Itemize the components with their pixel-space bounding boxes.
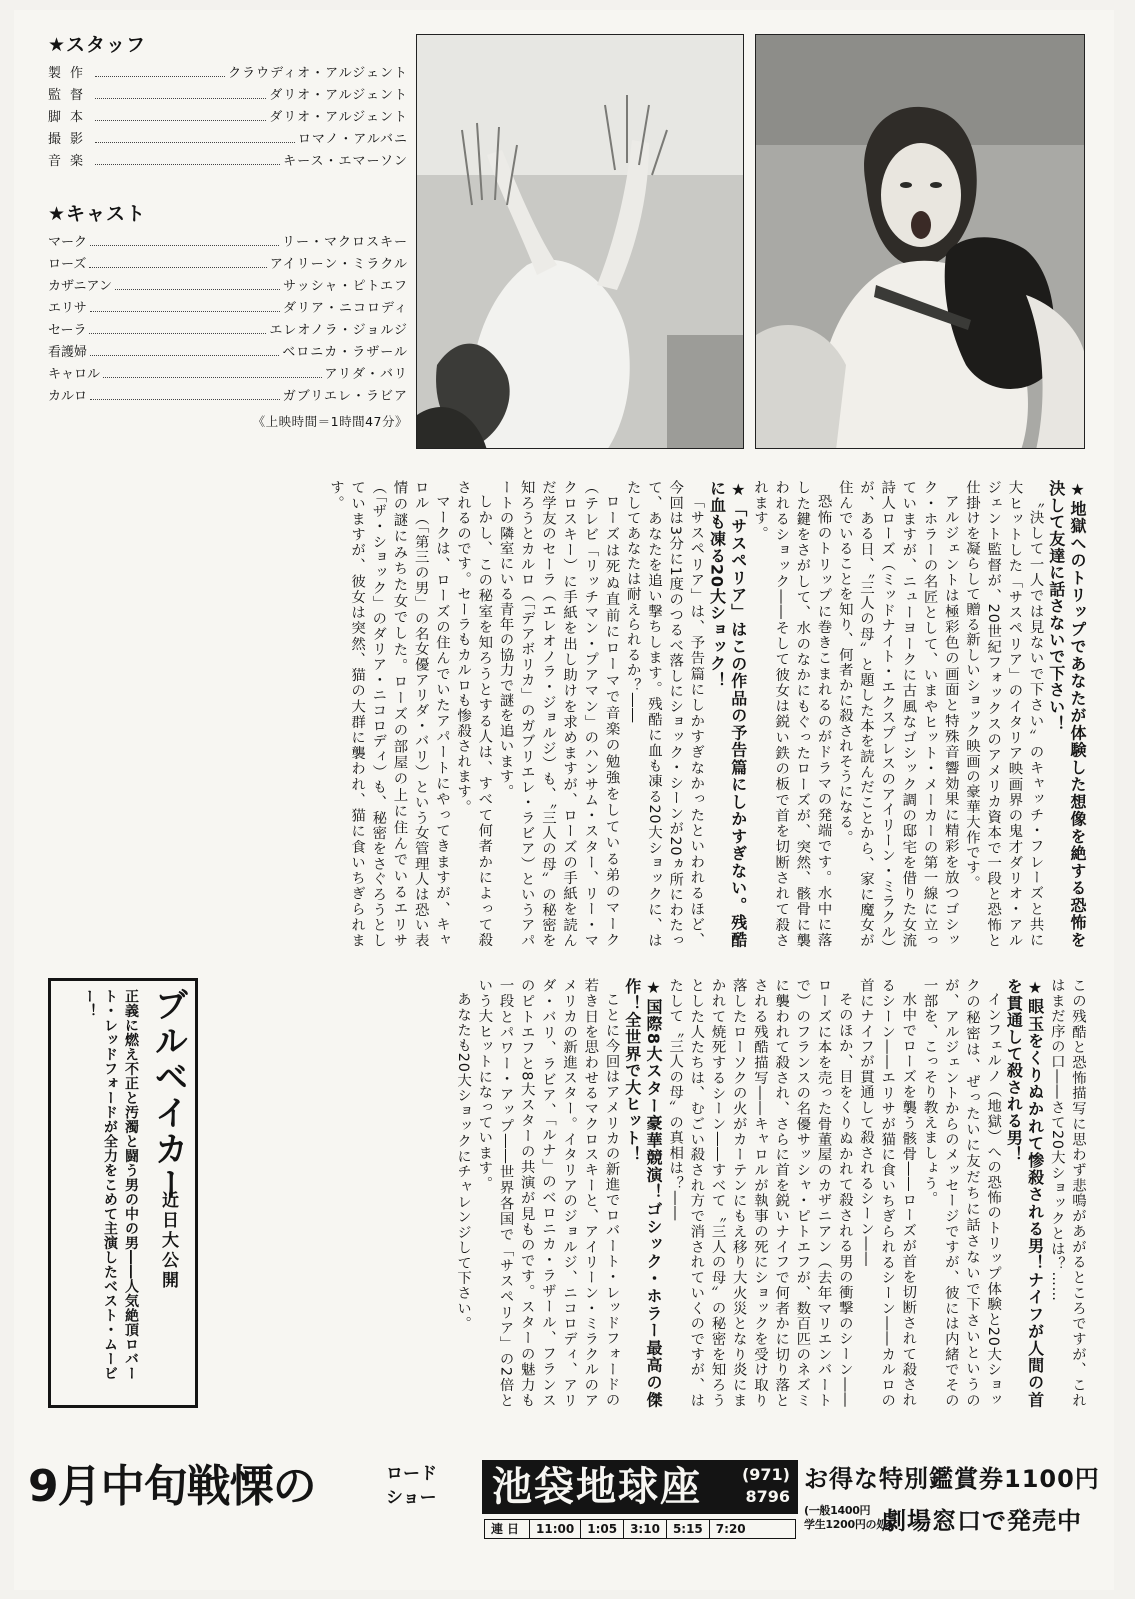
film-still-right xyxy=(755,34,1085,449)
leader-dots xyxy=(95,120,266,121)
credit-row xyxy=(48,129,408,151)
leader-dots xyxy=(89,267,266,268)
theater-phone xyxy=(742,1464,790,1508)
leader-dots xyxy=(90,311,280,312)
credit-name: サッシャ・ピトエフ xyxy=(283,279,408,294)
phone-area-code: (971) xyxy=(741,1465,790,1484)
leader-dots xyxy=(95,76,225,77)
credit-name: アリダ・バリ xyxy=(324,367,408,382)
cast-heading: ★キャスト xyxy=(48,203,147,225)
price-note-line: 学生1200円の処) xyxy=(804,1518,892,1531)
credit-row xyxy=(48,107,408,129)
price-note-line: (一般1400円 xyxy=(804,1504,871,1517)
leader-dots xyxy=(90,245,279,246)
showtime: 1:05 xyxy=(581,1520,624,1538)
ticket-offer: お得な特別鑑賞券1100円 xyxy=(804,1465,1100,1493)
article-heading: ★地獄へのトリップであなたが体験した想像を絶する恐怖を決して友達に話さないで下さい！ xyxy=(1046,480,1087,948)
credit-name: リー・マクロスキー xyxy=(281,235,408,250)
staff-heading: ★スタッフ xyxy=(48,34,147,56)
credit-row xyxy=(48,364,408,386)
article-paragraph: 水中でローズを襲う骸骨――ローズが首を切断されて殺されるシーン――エリサが猫に食いちぎられるシーン――カルロの首にナイフが貫通して殺されるシーン―― xyxy=(857,978,917,1408)
credit-name: ベロニカ・ラザール xyxy=(282,345,408,360)
credit-name: アイリーン・ミラクル xyxy=(269,257,408,272)
credit-role: カザニアン xyxy=(48,279,112,294)
credit-role: 音楽 xyxy=(48,154,93,169)
leader-dots xyxy=(90,355,279,356)
credit-name: ガブリエレ・ラビア xyxy=(282,389,408,404)
leader-dots xyxy=(115,289,280,290)
credit-name: クラウディオ・アルジェント xyxy=(228,66,408,81)
leader-dots xyxy=(89,333,266,334)
credit-name: ダリオ・アルジェント xyxy=(269,110,408,125)
credit-row xyxy=(48,63,408,85)
showtime: 11:00 xyxy=(530,1520,581,1538)
credit-row xyxy=(48,151,408,173)
credit-name: エレオノラ・ジョルジ xyxy=(269,323,408,338)
credit-name: ダリオ・アルジェント xyxy=(269,88,408,103)
leader-dots xyxy=(90,399,280,400)
showtime: 5:15 xyxy=(667,1520,710,1538)
theater-banner xyxy=(482,1460,798,1514)
article-paragraph: アルジェントは極彩色の画面と特殊音響効果に精彩を放つゴシック・ホラーの名匠として、いまやヒット・メーカーの第一線に立っていますが、ニューヨークに古風なゴシック調の邸宅を借りた女流詩人ローズ（ミッドナイト・エクスプレスのアイリーン・ミラクル）が、ある日、〝三人の母〟と題した本を読んだことから、家に魔女が住んでいることを知り、何者かに殺されそうになる。 xyxy=(836,480,959,948)
phone-number: 8796 xyxy=(745,1487,790,1506)
theater-name: 池袋地球座 xyxy=(492,1464,702,1510)
credit-role: キャロル xyxy=(48,367,101,382)
film-still-left xyxy=(416,34,744,449)
article-paragraph: しかし、この秘室を知ろうとする人は、すべて何者かによって殺されるのです。セーラもカルロも惨殺されます。 xyxy=(455,480,493,948)
showtimes-table xyxy=(484,1519,796,1539)
credits-block xyxy=(48,30,408,430)
release-kind-line: ショー xyxy=(386,1488,437,1508)
ad-release-date: 近日大公開 xyxy=(158,1191,178,1291)
credit-name: キース・エマーソン xyxy=(283,154,408,169)
credit-role: エリサ xyxy=(48,301,87,316)
credit-role: カルロ xyxy=(48,389,88,404)
article-lower xyxy=(250,978,1088,1408)
credit-name: ロマノ・アルバニ xyxy=(297,132,408,147)
credit-row xyxy=(48,232,408,254)
credit-row xyxy=(48,342,408,364)
article-paragraph: この残酷と恐怖描写に思わず悲鳴があがるところですが、これはまだ序の口――さて20大ショックとは？…… xyxy=(1048,978,1086,1408)
credit-row xyxy=(48,85,408,107)
credit-row xyxy=(48,386,408,408)
article-heading: ★「サスペリア」はこの作品の予告篇にしかすぎない。残酷に血も凍る20大ショック！ xyxy=(707,480,748,948)
staff-list xyxy=(48,63,408,173)
credit-name: ダリア・ニコロディ xyxy=(283,301,408,316)
credit-row xyxy=(48,320,408,342)
showtimes-label: 連日 xyxy=(485,1520,530,1538)
credit-role: 看護婦 xyxy=(48,345,88,360)
credit-row xyxy=(48,254,408,276)
release-kind xyxy=(386,1462,437,1510)
showtime: 7:20 xyxy=(715,1522,746,1536)
article-heading: ★国際8大スター豪華競演！ゴシック・ホラー最高の傑作！全世界で大ヒット！ xyxy=(622,978,663,1408)
article-paragraph: 〝決して一人では見ないで下さい〟のキャッチ・フレーズと共に大ヒットした「サスペリア」のイタリア映画界の鬼才ダリオ・アルジェント監督が、20世紀フォックスのアメリカ資本で一段と恐怖と仕掛けを凝らして贈る新しいショック映画の豪華大作です。 xyxy=(963,480,1044,948)
release-headline: 9月中旬戦慄の xyxy=(28,1461,316,1512)
article-paragraph: ことに今回はアメリカの新進でロバート・レッドフォードの若き日を思わせるマクロスキーと、アイリーン・ミラクルのアメリカの新進スター。イタリアのジョルジ、ニコロディ、アリダ・バリ、ラビア、「ルナ」のベロニカ・ラザール、フランスのピトエフと8大スターの共演が見ものです。スターの魅力も一段とパワー・アップ――世界各国で「サスペリア」の2倍という大ヒットになっています。 xyxy=(476,978,620,1408)
article-heading: ★眼玉をくりぬかれて惨殺される男！ナイフが人間の首を貫通して殺される男！ xyxy=(1004,978,1045,1408)
article-paragraph: ローズは死ぬ直前にローマで音楽の勉強をしている弟のマーク（テレビ「リッチマン・プアマン」のハンサム・スター、リー・マクロスキー）に手紙を出し助けを求めますが、ローズの手紙を読んだ学友のセーラ（エレオノラ・ジョルジ）も、〝三人の母〟の秘密を知ろうとカルロ（「デアボリカ」のガブリエレ・ラビア）というアパートの隣室にいる青年の協力で謎を追います。 xyxy=(497,480,620,948)
credit-role: セーラ xyxy=(48,323,87,338)
credit-row xyxy=(48,298,408,320)
ad-copy: 正義に燃え不正と汚濁と闘う男の中の男――人気絶頂ロバート・レッドフォードが全力をこめて主演したベスト・ムービー！ xyxy=(81,989,139,1381)
credit-role: 脚本 xyxy=(48,110,93,125)
flyer-page xyxy=(14,10,1114,1590)
regular-price-note xyxy=(804,1504,892,1532)
article-paragraph: そのほか、目をくりぬかれて殺される男の衝撃のシーン――ローズに本を売った骨董屋のカザニアン（去年マリエンバートで）のフランスの名優サッシャ・ピトエフが、数百匹のネズミに襲われて殺され、さらに首を鋭いナイフで何者かに切り落とされる残酷描写――キャロルが執事の死にショックを受け取り落したローソクの火がカーテンにもえ移り大火災となり炎にまかれて焼死するシーン――すべて〝三人の母〟の秘密を知ろうとした人たちは、むごい殺され方で消されていくのですが、はたして〝三人の母〟の真相は？―― xyxy=(667,978,853,1408)
credit-role: マーク xyxy=(48,235,88,250)
credit-role: 監督 xyxy=(48,88,93,103)
runtime-note: 《上映時間＝1時間47分》 xyxy=(252,414,408,429)
leader-dots xyxy=(95,142,295,143)
credit-role: ローズ xyxy=(48,257,87,272)
release-kind-line: ロード xyxy=(386,1464,437,1484)
article-paragraph: インフェルノ（地獄）への恐怖のトリップ体験と20大ショックの秘密は、ぜったいに友だちに話さないで下さいというのが、アルジェントからのメッセージですが、彼には内緒でその一部を、こっそり教えましょう。 xyxy=(921,978,1002,1408)
article-upper xyxy=(48,480,1088,948)
credit-role: 撮影 xyxy=(48,132,93,147)
leader-dots xyxy=(103,377,322,378)
article-paragraph: あなたも20大ショックにチャレンジして下さい。 xyxy=(455,992,472,1332)
article-paragraph: マークは、ローズの住んでいたアパートにやってきますが、キャロル（「第三の男」の名女優アリダ・バリ）という女管理人は恐い表情の謎にみちた女でした。ローズの部屋の上に住んでいるエリサ（「ザ・ショック」のダリア・ニコロディ）も、秘密をさぐろうとしていますが、彼女は突然、猫の大群に襲われ、猫に食いちぎられます。 xyxy=(327,480,450,948)
cast-list xyxy=(48,232,408,408)
leader-dots xyxy=(95,164,280,165)
article-paragraph: 恐怖のトリップに巻きこまれるのがドラマの発端です。水中に落した鍵をさがして、水のなかにもぐったローズが、突然、骸骨に襲われるショック――そして彼女は鋭い鉄の板で首を切断されて殺されます。 xyxy=(751,480,832,948)
leader-dots xyxy=(95,98,266,99)
showtime: 3:10 xyxy=(624,1520,667,1538)
coming-soon-ad xyxy=(48,978,198,1408)
credit-row xyxy=(48,276,408,298)
ticket-sales-location: 劇場窓口で発売中 xyxy=(882,1507,1082,1535)
article-paragraph: 「サスペリア」は、予告篇にしかすぎなかったといわれるほど、今回は3分に1度のつるべ落しにショック・シーンが20ヵ所にわたって、あなたを追い撃ちします。残酷に血も凍る20大ショックに、はたしてあなたは耐えられるか？―― xyxy=(624,480,705,948)
ad-title: ブルベイカー xyxy=(148,987,188,1203)
credit-role: 製作 xyxy=(48,66,93,81)
